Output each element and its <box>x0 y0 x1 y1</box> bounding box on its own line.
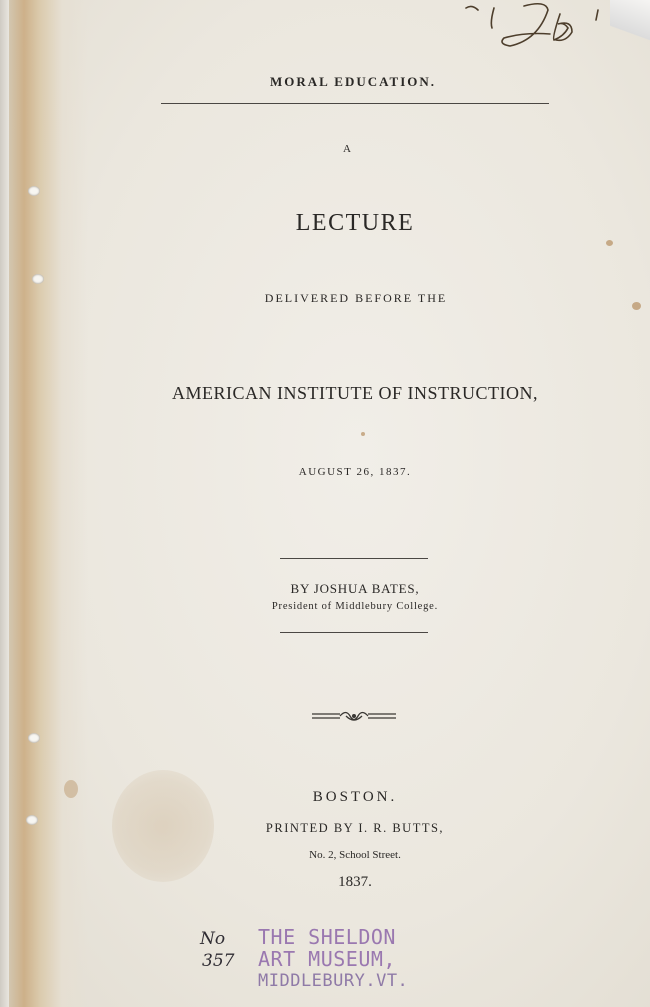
catalog-number-handwriting <box>196 926 256 974</box>
imprint-address: No. 2, School Street. <box>309 849 401 861</box>
lecture-date: AUGUST 26, 1837. <box>298 466 412 478</box>
author-rule-top <box>280 558 428 559</box>
stamp-line-2: ART MUSEUM, <box>258 947 396 971</box>
ornament-divider <box>310 708 398 724</box>
delivered-line: DELIVERED BEFORE THE <box>264 291 448 305</box>
foxing-spot <box>632 302 641 310</box>
stamp-line-1: THE SHELDON <box>258 925 396 949</box>
damp-stain <box>112 770 214 882</box>
institution-name: AMERICAN INSTITUTE OF INSTRUCTION, <box>172 383 538 403</box>
title-article: A <box>343 143 351 155</box>
margin-stain <box>0 0 88 1007</box>
header-rule <box>161 103 549 104</box>
stamp-line-3: MIDDLEBURY.VT. <box>258 971 409 991</box>
museum-stamp <box>258 926 458 992</box>
foxing-spot <box>64 780 78 798</box>
signature-mark <box>448 0 628 64</box>
binding-hole <box>26 815 38 825</box>
foxing-spot <box>361 432 365 436</box>
imprint-printer: PRINTED BY I. R. BUTTS, <box>265 821 445 835</box>
binding-edge <box>0 0 9 1007</box>
author-byline: BY JOSHUA BATES, <box>290 581 420 596</box>
author-rule-bottom <box>280 632 428 633</box>
author-position: President of Middlebury College. <box>271 601 439 612</box>
binding-hole <box>32 274 44 284</box>
imprint-city: BOSTON. <box>312 789 398 805</box>
foxing-spot <box>606 240 613 246</box>
catalog-number-label: No <box>200 929 226 949</box>
catalog-number: 357 <box>202 951 235 971</box>
imprint-year: 1837. <box>338 874 372 890</box>
main-title: LECTURE <box>295 210 415 236</box>
header-title: MORAL EDUCATION. <box>269 74 437 89</box>
binding-hole <box>28 186 40 196</box>
binding-hole <box>28 733 40 743</box>
